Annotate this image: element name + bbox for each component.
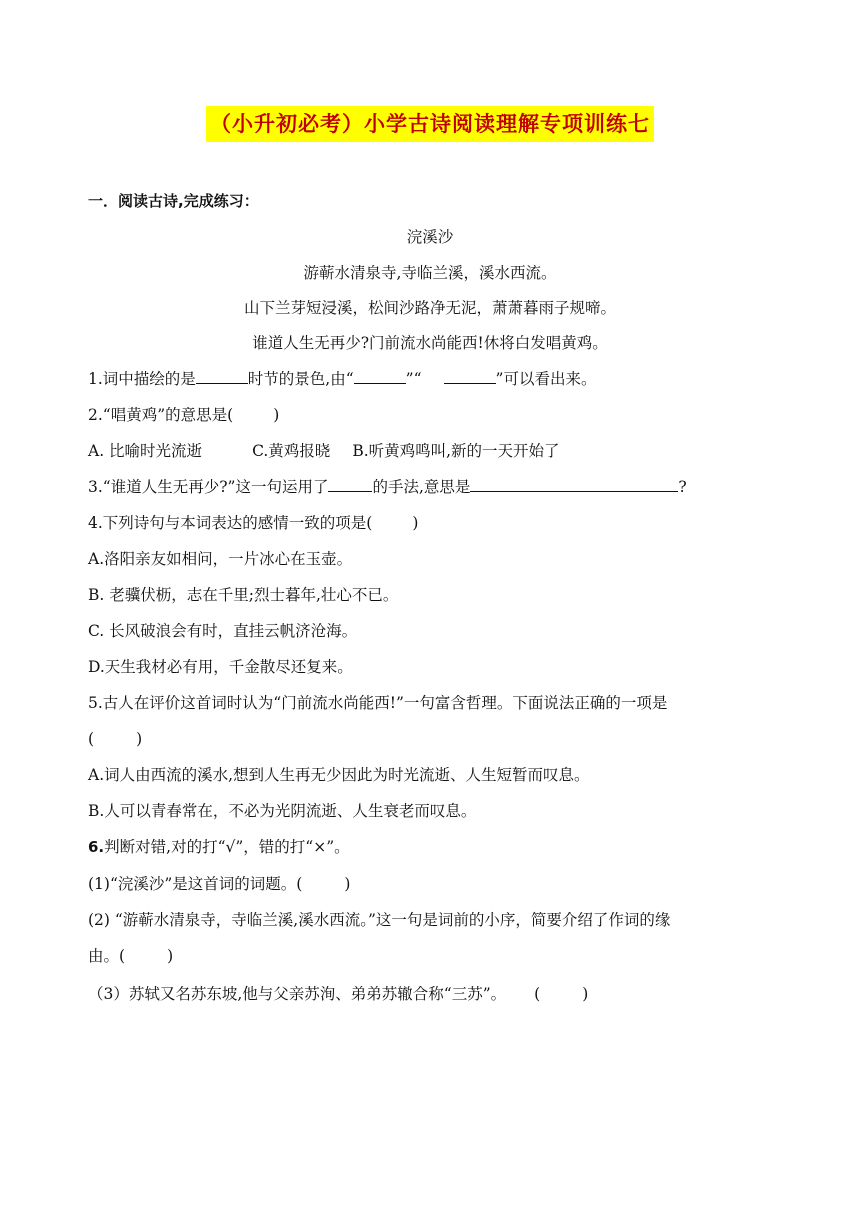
q6-number: 6.	[88, 838, 105, 856]
q1-text-d: ”可以看出来。	[495, 370, 597, 388]
q5-paren-close: )	[136, 730, 143, 748]
q4-option-d: D.天生我材必有用，千金散尽还复来。	[88, 658, 353, 676]
q5-answer-parens	[88, 728, 142, 750]
question-2	[88, 404, 279, 426]
q2-paren-close: )	[273, 406, 280, 424]
q2-options	[88, 440, 560, 462]
q3-text-c: ?	[678, 478, 687, 496]
q1-blank-quote-2[interactable]	[444, 368, 496, 384]
q5-option-b: B.人可以青春常在，不必为光阴流逝、人生衰老而叹息。	[88, 802, 477, 820]
q6-item-1	[88, 873, 350, 895]
question-3	[88, 476, 687, 498]
q1-blank-quote-1[interactable]	[354, 368, 406, 384]
q4-option-c: C. 长风破浪会有时，直挂云帆济沧海。	[88, 622, 358, 640]
q2-option-a: A. 比喻时光流逝	[88, 442, 203, 460]
poem-line-2: 山下兰芽短浸溪，松间沙路净无泥，萧萧暮雨子规啼。	[243, 299, 616, 317]
poem-title: 浣溪沙	[406, 228, 454, 246]
q6-item-3-open: (	[534, 985, 541, 1003]
q1-text-a: 1.词中描绘的是	[88, 370, 196, 388]
q6-item-2: (2) “游蕲水清泉寺，寺临兰溪,溪水西流。”这一句是词前的小序，简要介绍了作词的缘	[88, 911, 671, 929]
q6-item-2-cont-text: 由。(	[88, 947, 126, 965]
q6-item-1-close: )	[344, 875, 351, 893]
q6-item-3-text: （3）苏轼又名苏东坡,他与父亲苏洵、弟弟苏辙合称“三苏”。	[88, 985, 507, 1003]
q6-item-2-close: )	[167, 947, 174, 965]
page-title: （小升初必考）小学古诗阅读理解专项训练七	[206, 106, 654, 142]
q6-item-2-cont	[88, 945, 173, 967]
q2-option-b: B.听黄鸡鸣叫,新的一天开始了	[352, 442, 560, 460]
poem-line-1: 游蕲水清泉寺,寺临兰溪，溪水西流。	[303, 264, 557, 282]
q2-stem: 2.“唱黄鸡”的意思是(	[88, 406, 234, 424]
q1-text-c: ”“	[405, 370, 422, 388]
q1-text-b: 时节的景色,由“	[247, 370, 354, 388]
q3-blank-technique[interactable]	[328, 476, 372, 492]
question-4	[88, 512, 418, 534]
poem-line-3: 谁道人生无再少?门前流水尚能西!休将白发唱黄鸡。	[252, 334, 608, 352]
section-heading: 一．阅读古诗,完成练习：	[88, 192, 259, 210]
q6-item-1-text: (1)“浣溪沙”是这首词的词题。(	[88, 875, 303, 893]
q5-paren-open: (	[88, 730, 95, 748]
q3-text-b: 的手法,意思是	[372, 478, 471, 496]
question-6	[88, 836, 350, 858]
q6-stem: 判断对错,对的打“√”，错的打“×”。	[104, 838, 350, 856]
q2-option-c: C.黄鸡报晓	[252, 442, 331, 460]
q4-stem: 4.下列诗句与本词表达的感情一致的项是(	[88, 514, 373, 532]
question-5: 5.古人在评价这首词时认为“门前流水尚能西!”一句富含哲理。下面说法正确的一项是	[88, 694, 668, 712]
q6-item-3-close: )	[582, 985, 589, 1003]
q4-paren-close: )	[412, 514, 419, 532]
q4-option-b: B. 老骥伏枥，志在千里;烈士暮年,壮心不已。	[88, 586, 399, 604]
q6-item-3	[88, 983, 588, 1005]
question-1	[88, 368, 596, 390]
q5-option-a: A.词人由西流的溪水,想到人生再无少因此为时光流逝、人生短暂而叹息。	[88, 766, 590, 784]
q1-blank-season[interactable]	[196, 368, 248, 384]
q3-blank-meaning[interactable]	[470, 476, 678, 492]
q4-option-a: A.洛阳亲友如相问，一片冰心在玉壶。	[88, 550, 353, 568]
q3-text-a: 3.“谁道人生无再少?”这一句运用了	[88, 478, 329, 496]
